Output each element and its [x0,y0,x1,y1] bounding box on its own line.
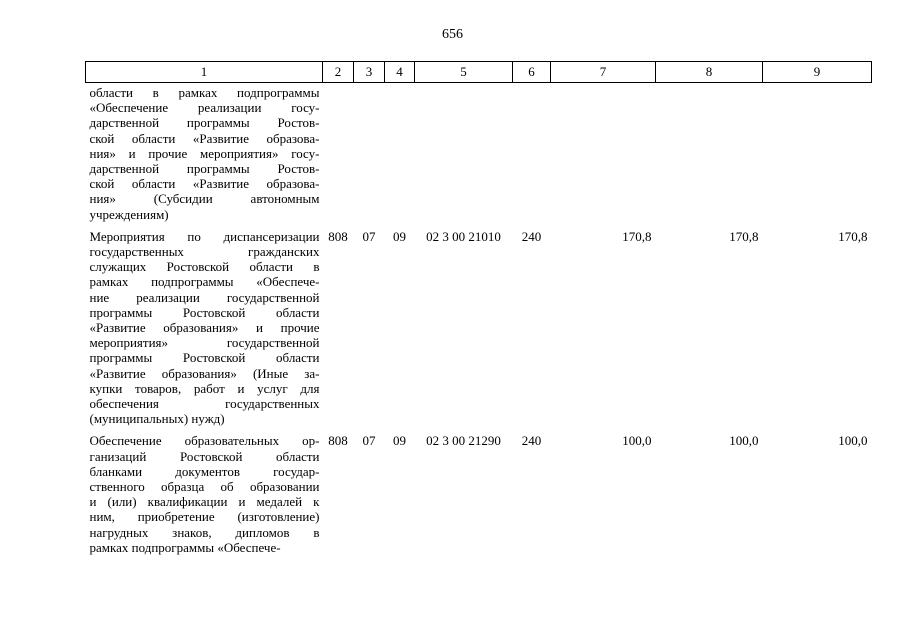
row-description [86,222,323,427]
cell-target-article: 02 3 00 21010 [426,228,501,244]
header-col-4: 4 [385,62,415,83]
description-line: Мероприятия по диспансеризации [89,228,320,244]
description-line: ние реализации государственной [89,289,320,305]
header-col-9: 9 [763,62,872,83]
description-line: программы Ростовской области [89,304,320,320]
cell-amount-col7 [551,83,656,222]
header-row [86,62,872,83]
description-line: программы Ростовской области [89,350,320,366]
description-line: ственного образца об образовании [89,479,320,495]
row-description [86,426,323,555]
cell-section: 07 [362,228,376,244]
description-line: (муниципальных) нужд) [89,411,225,427]
cell-expense-type [513,83,551,222]
description-line: дарственной программы Ростов- [89,115,320,131]
cell-section [354,83,385,222]
description-line: государственных гражданских [89,244,320,260]
description-line: учреждениям) [89,206,169,222]
cell-amount-col8: 100,0 [729,433,759,449]
budget-table [85,61,872,555]
description-line: «Развитие образования» (Иные за- [89,365,320,381]
header-col-8: 8 [656,62,763,83]
header-col-2: 2 [323,62,354,83]
description-line: ской области «Развитие образова- [89,176,320,192]
cell-amount-col9: 100,0 [838,433,868,449]
cell-amount-col8: 170,8 [729,228,759,244]
cell-amount-col9 [763,83,872,222]
table-row [86,222,872,427]
header-col-1: 1 [86,62,323,83]
cell-target-article: 02 3 00 21290 [426,433,501,449]
description-line: служащих Ростовской области в [89,259,320,275]
description-line: Обеспечение образовательных ор- [89,433,320,449]
cell-subsection [385,83,415,222]
description-line: «Развитие образования» и прочие [89,320,320,336]
description-line: «Обеспечение реализации госу- [89,100,320,116]
description-line: ганизаций Ростовской области [89,448,320,464]
description-line: рамках подпрограммы «Обеспече- [89,539,281,555]
header-col-6: 6 [513,62,551,83]
cell-amount-col9: 170,8 [838,228,868,244]
description-line: ния» и прочие мероприятия» госу- [89,145,320,161]
description-line: рамках подпрограммы «Обеспече- [89,274,320,290]
row-description [86,83,323,222]
description-line: ним, приобретение (изготовление) [89,509,320,525]
description-line: нагрудных знаков, дипломов в [89,524,320,540]
page-number: 656 [442,27,463,42]
cell-expense-type: 240 [521,433,542,449]
cell-section: 07 [362,433,376,449]
table-row [86,83,872,222]
cell-amount-col7: 100,0 [622,433,652,449]
cell-ministry-code [323,83,354,222]
cell-ministry-code: 808 [328,433,348,449]
description-line: ской области «Развитие образова- [89,130,320,146]
header-col-7: 7 [551,62,656,83]
cell-ministry-code: 808 [328,228,348,244]
description-line: обеспечения государственных [89,396,320,412]
header-col-5: 5 [415,62,513,83]
description-line: мероприятия» государственной [89,335,320,351]
description-line: дарственной программы Ростов- [89,161,320,177]
description-line: и (или) квалификации и медалей к [89,494,320,510]
description-line: бланками документов государ- [89,463,320,479]
cell-expense-type: 240 [521,228,542,244]
table-row [86,426,872,555]
description-line: ния» (Субсидии автономным [89,191,320,207]
cell-amount-col7: 170,8 [622,228,652,244]
cell-subsection: 09 [393,433,406,449]
cell-subsection: 09 [393,228,406,244]
header-col-3: 3 [354,62,385,83]
description-line: области в рамках подпрограммы [89,85,320,100]
description-line: купки товаров, работ и услуг для [89,380,320,396]
cell-amount-col8 [656,83,763,222]
cell-target-article [415,83,513,222]
